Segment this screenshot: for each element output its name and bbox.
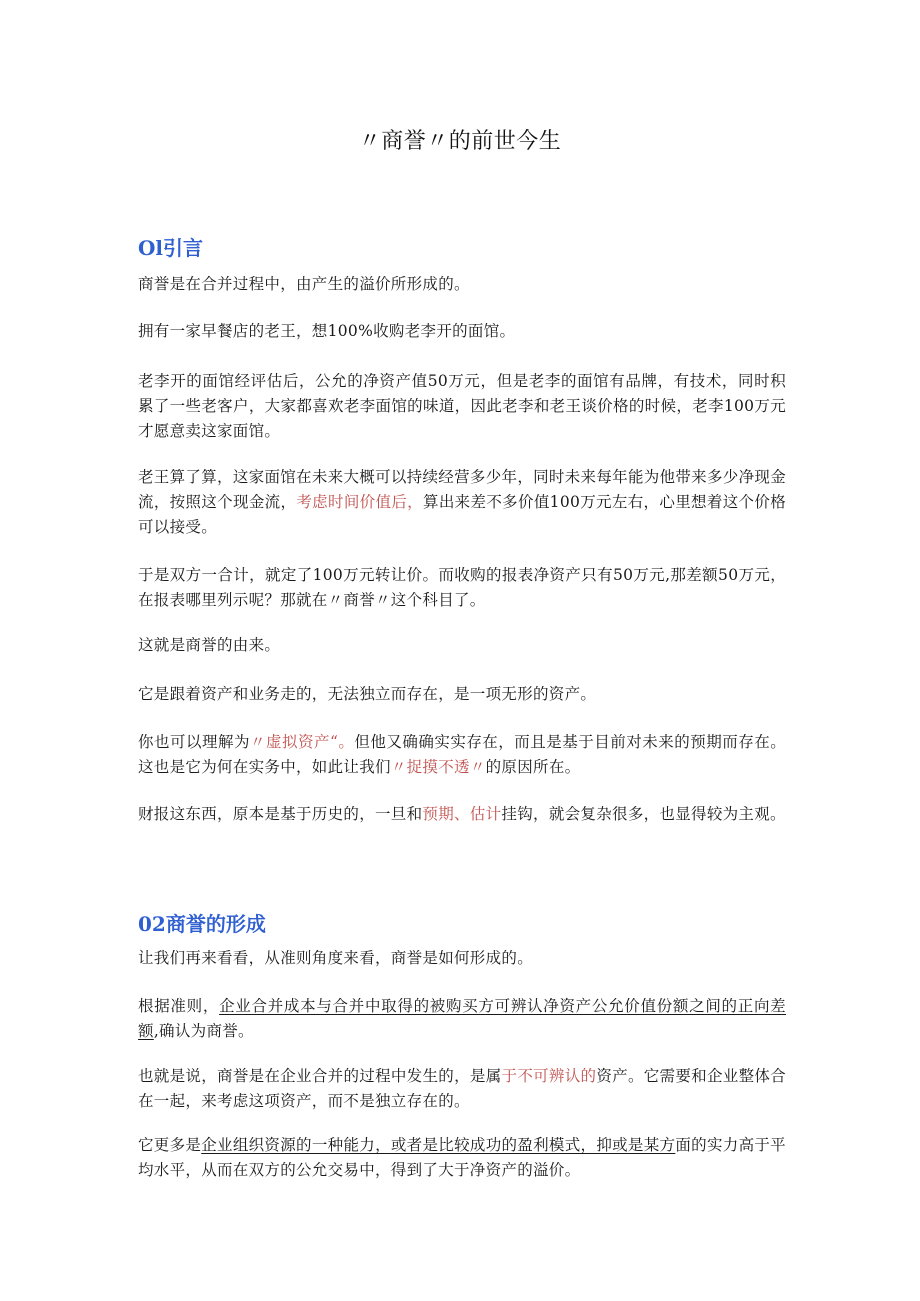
paragraph-text	[138, 730, 786, 780]
text-run: 但他又确确实实存在，而且是基于目前对未来的预期而存在。这也是它为何在实务中，如此让我们	[138, 733, 786, 776]
section-heading-text: 引言	[163, 236, 204, 260]
paragraph-text	[138, 465, 786, 540]
text-run: 根据准则，	[138, 997, 220, 1015]
paragraph	[138, 730, 786, 780]
text-run: 它更多是	[138, 1136, 202, 1154]
paragraph	[138, 946, 786, 971]
text-run: 你也可以理解为	[138, 733, 250, 751]
paragraph	[138, 682, 786, 707]
paragraph-text	[138, 994, 786, 1044]
paragraph	[138, 1064, 786, 1114]
highlight-text: 〃捉摸不透〃	[390, 758, 486, 776]
paragraph	[138, 633, 786, 658]
paragraph	[138, 994, 786, 1044]
underlined-text: 企业组织资源的一种能力，或者是比较成功的盈利模式，抑或是某方	[201, 1136, 676, 1154]
paragraph-text	[138, 802, 786, 827]
paragraph	[138, 802, 786, 827]
text-run: 算出来差不多价值100万元左右，心里想着这个价格可以接受。	[138, 493, 786, 536]
paragraph	[138, 369, 786, 444]
section-formation	[138, 909, 786, 939]
paragraph	[138, 1133, 786, 1183]
paragraph	[138, 272, 786, 297]
section-heading-formation	[138, 909, 786, 939]
paragraph-text	[138, 1064, 786, 1114]
paragraph-text: 老李开的面馆经评估后，公允的净资产值50万元，但是老李的面馆有品牌，有技术，同时积累了一些老客户，大家都喜欢老李面馆的味道，因此老李和老王谈价格的时候，老李100万元才愿意卖这家面馆。	[138, 372, 786, 440]
text-run: 也就是说，商誉是在企业合并的过程中发生的，是属	[138, 1067, 502, 1085]
paragraph	[138, 319, 786, 344]
section-number: 02	[138, 912, 166, 936]
paragraph-text: 商誉是在合并过程中，由产生的溢价所形成的。	[138, 275, 470, 293]
text-run: 资产。它需要和企业整体合在一起，来考虑这项资产，而不是独立存在的。	[138, 1067, 786, 1110]
highlight-text: 预期、估计	[422, 805, 502, 823]
highlight-text: 于不可辨认的	[501, 1067, 597, 1085]
text-run: ,确认为商誉。	[153, 1022, 254, 1040]
text-run: 老王算了算，这家面馆在未来大概可以持续经营多少年，同时未来每年能为他带来多少净现金流，按照这个现金流，	[138, 468, 786, 511]
paragraph	[138, 563, 786, 613]
section-intro	[138, 233, 786, 263]
page-title: 〃商誉〃的前世今生	[358, 129, 562, 154]
text-run: 的原因所在。	[485, 758, 581, 776]
paragraph-text: 它是跟着资产和业务走的，无法独立而存在，是一项无形的资产。	[138, 685, 597, 703]
paragraph-text: 让我们再来看看，从准则角度来看，商誉是如何形成的。	[138, 949, 534, 967]
highlight-text: 〃虚拟资产“。	[249, 733, 355, 751]
paragraph	[138, 465, 786, 540]
paragraph-text: 这就是商誉的由来。	[138, 636, 281, 654]
paragraph-text	[138, 1133, 786, 1183]
section-heading-text: 商誉的形成	[165, 912, 266, 936]
paragraph-text: 拥有一家早餐店的老王，想100%收购老李开的面馆。	[138, 322, 516, 340]
highlight-text: 考虑时间价值后，	[296, 493, 424, 511]
section-heading-intro	[138, 233, 786, 263]
text-run: 财报这东西，原本是基于历史的，一旦和	[138, 805, 423, 823]
text-run: 面的实力高于平均水平，从而在双方的公允交易中，得到了大于净资产的溢价。	[138, 1136, 786, 1179]
text-run: 挂钩，就会复杂很多，也显得较为主观。	[501, 805, 786, 823]
section-number: Ol	[138, 236, 164, 260]
paragraph-text: 于是双方一合计，就定了100万元转让价。而收购的报表净资产只有50万元,那差额50万元，在报表哪里列示呢？那就在〃商誉〃这个科目了。	[138, 566, 786, 609]
underlined-text: 企业合并成本与合并中取得的被购买方可辨认净资产公允价值份额之间的正向差额	[138, 997, 786, 1040]
